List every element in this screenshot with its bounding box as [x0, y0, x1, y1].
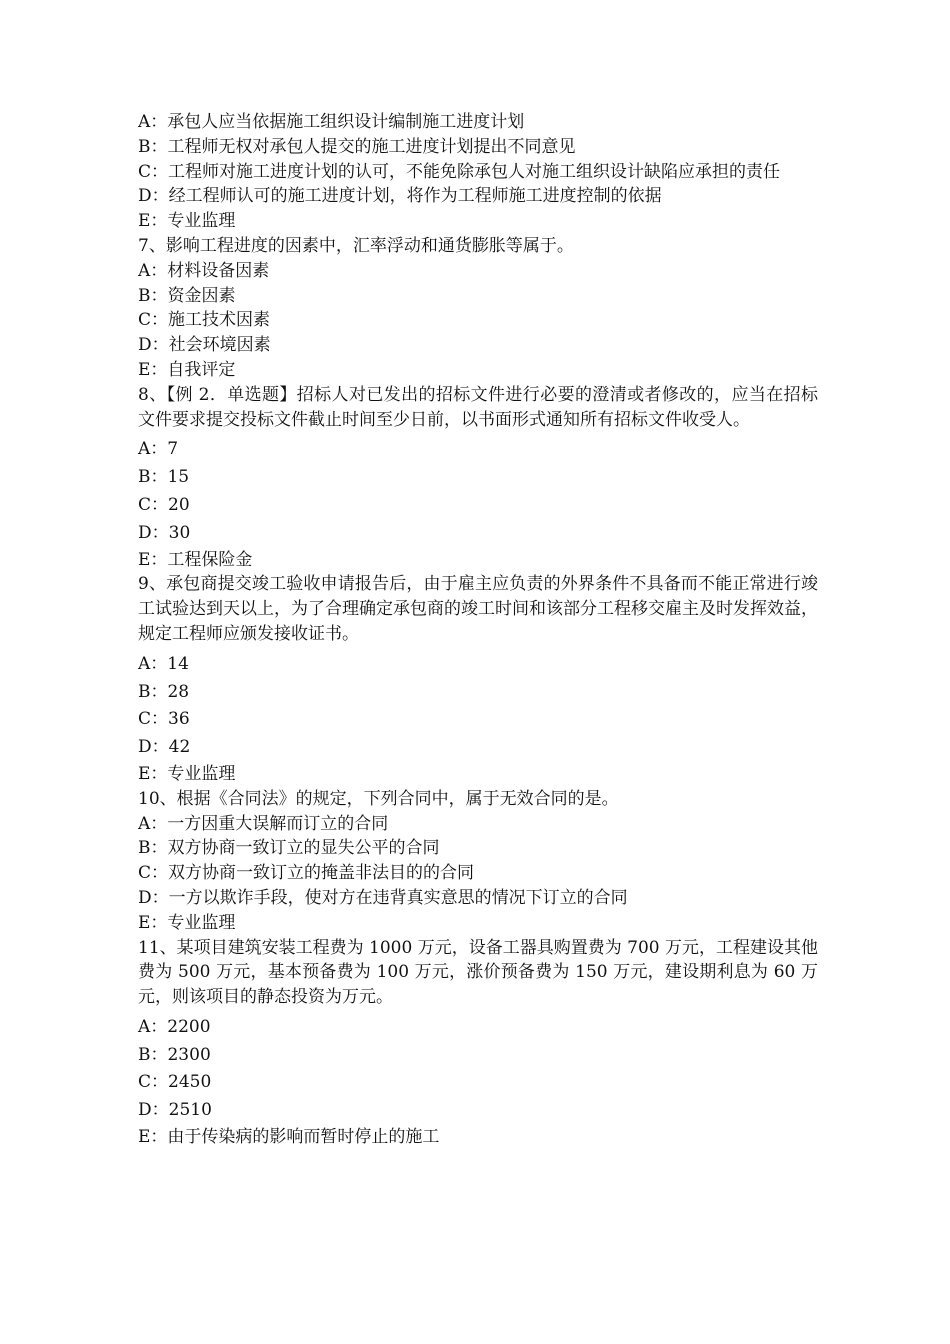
- option-line: A：材料设备因素: [138, 260, 270, 281]
- question-10: 10、根据《合同法》的规定，下列合同中，属于无效合同的是。: [138, 788, 619, 809]
- document-body: [138, 110, 818, 1150]
- question-9: 9、承包商提交竣工验收申请报告后，由于雇主应负责的外界条件不具备而不能正常进行竣工试验达到天以上，为了合理确定承包商的竣工时间和该部分工程移交雇主及时发挥效益，规定工程师应颁发接收证书。: [138, 574, 818, 644]
- option-line: B：工程师无权对承包人提交的施工进度计划提出不同意见: [138, 136, 576, 157]
- option-line: B：资金因素: [138, 285, 236, 306]
- option-paragraph: C：工程师对施工进度计划的认可，不能免除承包人对施工组织设计缺陷应承担的责任: [138, 161, 781, 182]
- option-line: A：承包人应当依据施工组织设计编制施工进度计划: [138, 112, 525, 132]
- option-line: E：专业监理: [138, 912, 236, 933]
- option-line: B：2300: [138, 1044, 211, 1065]
- option-line: A：7: [138, 439, 179, 460]
- option-line: D：2510: [138, 1100, 212, 1121]
- question-11: 11、某项目建筑安装工程费为 1000 万元，设备工器具购置费为 700 万元，工程建设其他费为 500 万元，基本预备费为 100 万元，涨价预备费为 150 万元，建设期利息为 60 万元，则该项目的静态投资为万元。: [138, 937, 818, 1008]
- option-line: D：42: [138, 737, 191, 758]
- option-line: E：自我评定: [138, 359, 236, 380]
- option-line: B：28: [138, 681, 190, 702]
- option-line: C：2450: [138, 1072, 212, 1093]
- option-line: A：14: [138, 653, 189, 674]
- option-line: D：经工程师认可的施工进度计划，将作为工程师施工进度控制的依据: [138, 186, 662, 207]
- option-line: C：双方协商一致订立的掩盖非法目的的合同: [138, 863, 475, 884]
- option-line: D：社会环境因素: [138, 335, 271, 356]
- option-line: C：施工技术因素: [138, 310, 271, 331]
- option-line: A：2200: [138, 1016, 211, 1037]
- option-line: E：由于传染病的影响而暂时停止的施工: [138, 1127, 440, 1148]
- option-line: A：一方因重大误解而订立的合同: [138, 813, 389, 834]
- option-line: C：20: [138, 494, 190, 515]
- option-line: D：30: [138, 522, 191, 543]
- option-line: E：专业监理: [138, 211, 236, 232]
- question-7: 7、影响工程进度的因素中，汇率浮动和通货膨胀等属于。: [138, 235, 574, 256]
- option-line: D：一方以欺诈手段，使对方在违背真实意思的情况下订立的合同: [138, 887, 628, 908]
- option-line: B：双方协商一致订立的显失公平的合同: [138, 838, 440, 859]
- question-8: 8、【例 2．单选题】招标人对已发出的招标文件进行必要的澄清或者修改的，应当在招标文件要求提交投标文件截止时间至少日前，以书面形式通知所有招标文件收受人。: [138, 384, 818, 430]
- option-line: E：专业监理: [138, 763, 236, 784]
- option-line: B：15: [138, 467, 190, 488]
- option-line: E：工程保险金: [138, 549, 253, 570]
- option-line: C：36: [138, 709, 190, 730]
